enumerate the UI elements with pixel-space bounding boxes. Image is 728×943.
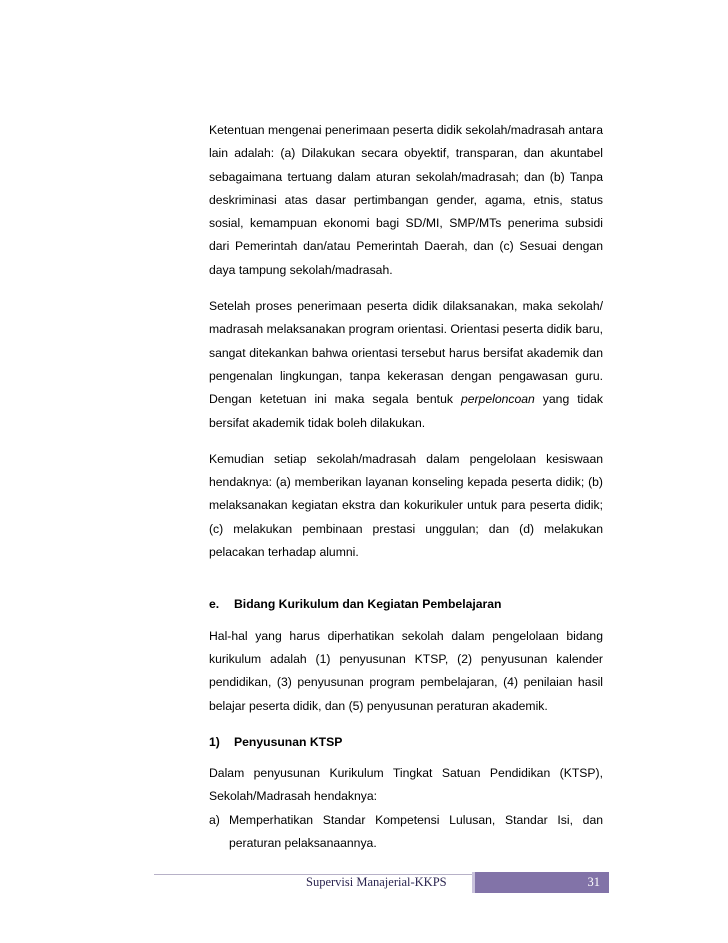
footer-title: Supervisi Manajerial-KKPS — [306, 875, 447, 889]
page-body — [209, 119, 603, 855]
paragraph-curriculum-intro: Hal-hal yang harus diperhatikan sekolah dalam pengelolaan bidang kurikulum adalah (1) penyusunan KTSP, (2) penyusunan kalender pendidikan, (3) penyusunan program pembelajaran, (4) penilaian hasil belajar peserta didik, dan (5) penyusunan peraturan akademik. — [209, 628, 603, 713]
paragraph-orientation-text: Setelah proses penerimaan peserta didik dilaksanakan, maka sekolah/ madrasah melaksanakan program orientasi. Orientasi peserta didik baru, sangat ditekankan bahwa orientasi tersebut harus bersifat akademik dan pengenalan lingkungan, tanpa kekerasan dengan pengawasan guru. Dengan ketetuan ini maka segala bentuk — [209, 299, 603, 407]
subsection-heading-1 — [209, 731, 603, 754]
subsection-number: 1) — [209, 734, 220, 749]
paragraph-orientation — [209, 295, 603, 435]
section-number: e. — [209, 597, 220, 612]
section-heading-e — [209, 593, 603, 616]
page-number: 31 — [587, 875, 600, 889]
paragraph-student-affairs: Kemudian setiap sekolah/madrasah dalam pengelolaan kesiswaan hendaknya: (a) memberikan layanan konseling kepada peserta didik; (b) melaksanakan kegiatan ekstra dan kokurikuler untuk para peserta didik; (c) melakukan pembinaan prestasi unggulan; dan (d) melakukan pelacakan terhadap alumni. — [209, 451, 603, 560]
section-title: Bidang Kurikulum dan Kegiatan Pembelajaran — [234, 597, 502, 612]
subsection-title: Penyusunan KTSP — [234, 734, 343, 749]
paragraph-orientation-end: yang tidak bersifat akademik tidak boleh dilakukan. — [209, 392, 603, 430]
page-number-box — [472, 872, 609, 893]
paragraph-admission-rules: Ketentuan mengenai penerimaan peserta didik sekolah/madrasah antara lain adalah: (a) Dilakukan secara obyektif, transparan, dan akuntabel sebagaimana tertuang dalam aturan sekolah/madrasah; dan (b) Tanpa deskriminasi atas dasar pertimbangan gender, agama, etnis, status sosial, kemampuan ekonomi bagi SD/MI, SMP/MTs penerima subsidi dari Pemerintah dan/atau Pemerintah Daerah, dan (c) Sesuai dengan daya tampung sekolah/madrasah. — [209, 123, 603, 277]
list-marker: a) — [209, 812, 220, 827]
list-item-text: Memperhatikan Standar Kompetensi Lulusan, Standar Isi, dan peraturan pelaksanaannya. — [229, 812, 603, 851]
page-footer — [154, 872, 609, 893]
emphasis-term: perpeloncoan — [460, 392, 535, 407]
list-item — [209, 809, 603, 856]
paragraph-ktsp-intro: Dalam penyusunan Kurikulum Tingkat Satuan Pendidikan (KTSP), Sekolah/Madrasah hendaknya: — [209, 766, 603, 804]
